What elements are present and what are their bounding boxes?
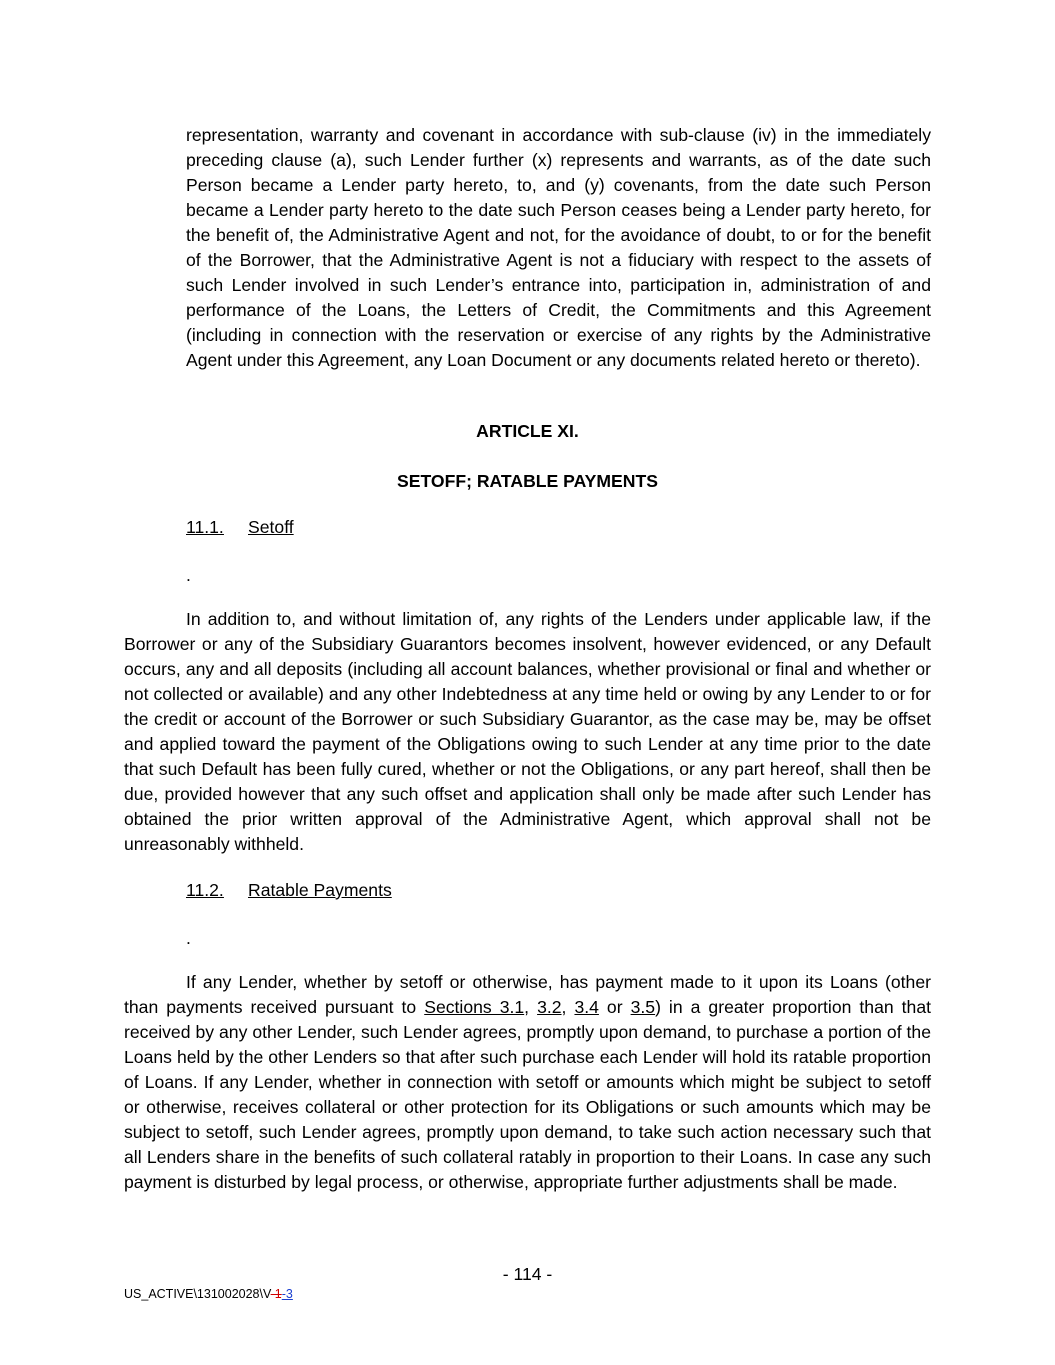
document-id xyxy=(124,1286,293,1302)
ref-separator-1: , xyxy=(524,997,538,1017)
article-title: SETOFF; RATABLE PAYMENTS xyxy=(397,471,658,491)
section-11-2-body-part1: If any Lender, whether by setoff or otherwise, has payment made to it upon its Loans (other than payments received pursuant to xyxy=(124,972,931,1017)
ref-section-3-2: 3.2 xyxy=(537,997,562,1017)
doc-id-prefix: US_ACTIVE\131002028\V xyxy=(124,1287,271,1301)
section-11-2-heading xyxy=(186,878,392,903)
ref-section-3-4: 3.4 xyxy=(574,997,599,1017)
section-11-1-number: 11.1. xyxy=(186,517,224,537)
ref-separator-2: , xyxy=(561,997,575,1017)
section-11-2-body-part2: ) in a greater proportion than that received by any other Lender, such Lender agrees, promptly upon demand, to purchase a portion of the Loans held by the other Lenders so that after such purchase each Lender will hold its ratable proportion of Loans. If any Lender, whether in connection with setoff or amounts which might be subject to setoff or otherwise, receives collateral or other protection for its Obligations or such amounts which may be subject to setoff, such Lender agrees, promptly upon demand, to take such action necessary such that all Lenders share in the benefits of such collateral ratably in proportion to their Loans. In case any such payment is disturbed by legal process, or otherwise, appropriate further adjustments shall be made. xyxy=(124,997,932,1192)
section-11-1-title: Setoff xyxy=(248,517,294,537)
section-11-2-body xyxy=(124,970,931,1195)
intro-paragraph: representation, warranty and covenant in accordance with sub-clause (iv) in the immediately preceding clause (a), such Lender further (x) represents and warrants, as of the date such Person became a Lender party hereto, to, and (y) covenants, from the date such Person became a Lender party hereto to the date such Person ceases being a Lender party hereto, for the benefit of, the Administrative Agent and not, for the avoidance of doubt, to or for the benefit of the Borrower, that the Administrative Agent is not a fiduciary with respect to the assets of such Lender involved in such Lender’s entrance into, participation in, administration of and performance of the Loans, the Letters of Credit, the Commitments and this Agreement (including in connection with the reservation or exercise of any rights by the Administrative Agent under this Agreement, any Loan Document or any documents related hereto or thereto). xyxy=(186,125,931,370)
doc-id-deleted-version: -1 xyxy=(270,1287,282,1301)
ref-separator-3: or xyxy=(598,997,631,1017)
section-11-1-heading xyxy=(186,515,294,540)
section-11-1-dot: . xyxy=(186,565,191,585)
ref-section-3-5: 3.5 xyxy=(630,997,656,1017)
page-number: - 114 - xyxy=(502,1264,553,1284)
section-11-2-number: 11.2. xyxy=(186,880,224,900)
ref-sections-3-1: Sections 3.1 xyxy=(424,997,525,1017)
section-11-2-dot: . xyxy=(186,928,191,948)
doc-id-inserted-version: -3 xyxy=(281,1287,293,1301)
section-11-1-body: In addition to, and without limitation of, any rights of the Lenders under applicable law, if the Borrower or any of the Subsidiary Guarantors becomes insolvent, however evidenced, or any Default occurs, any and all deposits (including all account balances, whether provisional or final and whether or not collected or available) and any other Indebtedness at any time held or owing by any Lender to or for the credit or account of the Borrower or such Subsidiary Guarantor, as the case may be, may be offset and applied toward the payment of the Obligations owing to such Lender at any time prior to the date that such Default has been fully cured, whether or not the Obligations, or any part hereof, shall then be due, provided however that any such offset and application shall only be made after such Lender has obtained the prior written approval of the Administrative Agent, which approval shall not be unreasonably withheld. xyxy=(124,609,931,854)
article-number: ARTICLE XI. xyxy=(476,421,579,441)
section-11-2-title: Ratable Payments xyxy=(248,880,392,900)
